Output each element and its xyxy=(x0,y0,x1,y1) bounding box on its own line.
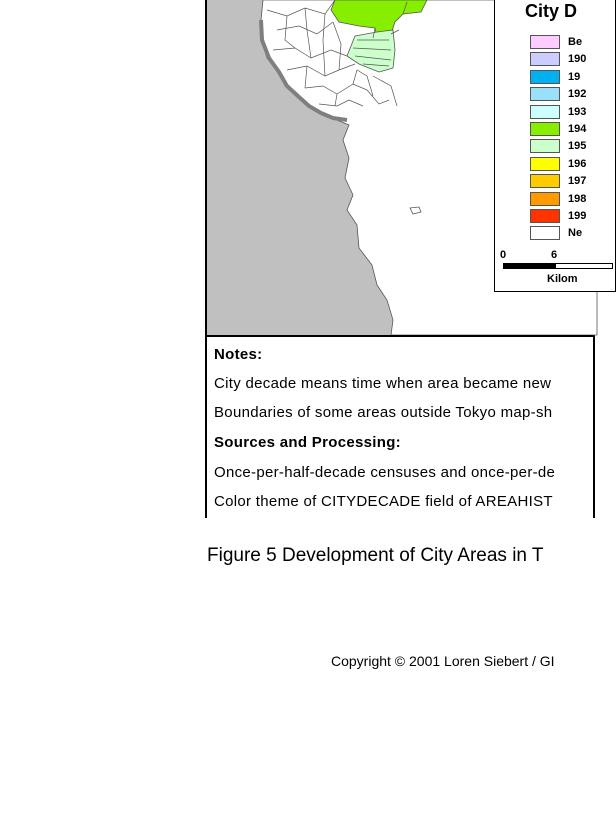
legend-label: 198 xyxy=(568,192,587,205)
scale-bar xyxy=(503,263,613,269)
scale-label-six: 6 xyxy=(551,249,558,261)
legend-label: 190 xyxy=(568,53,587,66)
legend-label: 199 xyxy=(568,210,587,222)
legend-swatch xyxy=(530,70,560,84)
legend-label: 19 xyxy=(568,70,581,83)
notes-line-3: Once-per-half-decade censuses and once-per-de xyxy=(214,464,556,481)
legend-swatch xyxy=(530,226,560,240)
notes-line-2: Boundaries of some areas outside Tokyo map-sh xyxy=(214,404,553,421)
legend-label: 197 xyxy=(568,175,587,188)
legend-swatch xyxy=(530,52,560,66)
legend-label: Be xyxy=(568,36,583,48)
legend-swatch xyxy=(530,174,560,188)
legend-title: City D xyxy=(525,1,578,21)
legend-swatch xyxy=(530,157,560,171)
legend-swatch xyxy=(530,192,560,206)
figure-caption: Figure 5 Development of City Areas in T xyxy=(207,545,544,566)
notes-line-1: City decade means time when area became new xyxy=(214,375,552,392)
map-legend xyxy=(494,0,616,292)
map-frame xyxy=(205,0,595,518)
notes-heading: Notes: xyxy=(214,346,263,363)
scale-label-zero: 0 xyxy=(500,249,507,261)
copyright-notice: Copyright © 2001 Loren Siebert / GI xyxy=(331,653,555,669)
legend-swatch xyxy=(530,35,560,49)
notes-line-4: Color theme of CITYDECADE field of AREAHIST xyxy=(214,493,553,510)
legend-label: 194 xyxy=(568,123,587,135)
scale-unit-label: Kilom xyxy=(547,273,578,285)
legend-label: 196 xyxy=(568,157,587,170)
legend-label: 192 xyxy=(568,88,587,101)
legend-label: Ne xyxy=(568,227,583,240)
legend-swatch xyxy=(530,87,560,101)
legend-swatch xyxy=(530,139,560,153)
notes-panel xyxy=(207,335,593,520)
legend-swatch xyxy=(530,105,560,119)
legend-label: 193 xyxy=(568,105,587,118)
legend-swatch xyxy=(530,209,560,223)
legend-swatch xyxy=(530,122,560,136)
sources-heading: Sources and Processing: xyxy=(214,434,401,451)
legend-label: 195 xyxy=(568,140,587,153)
